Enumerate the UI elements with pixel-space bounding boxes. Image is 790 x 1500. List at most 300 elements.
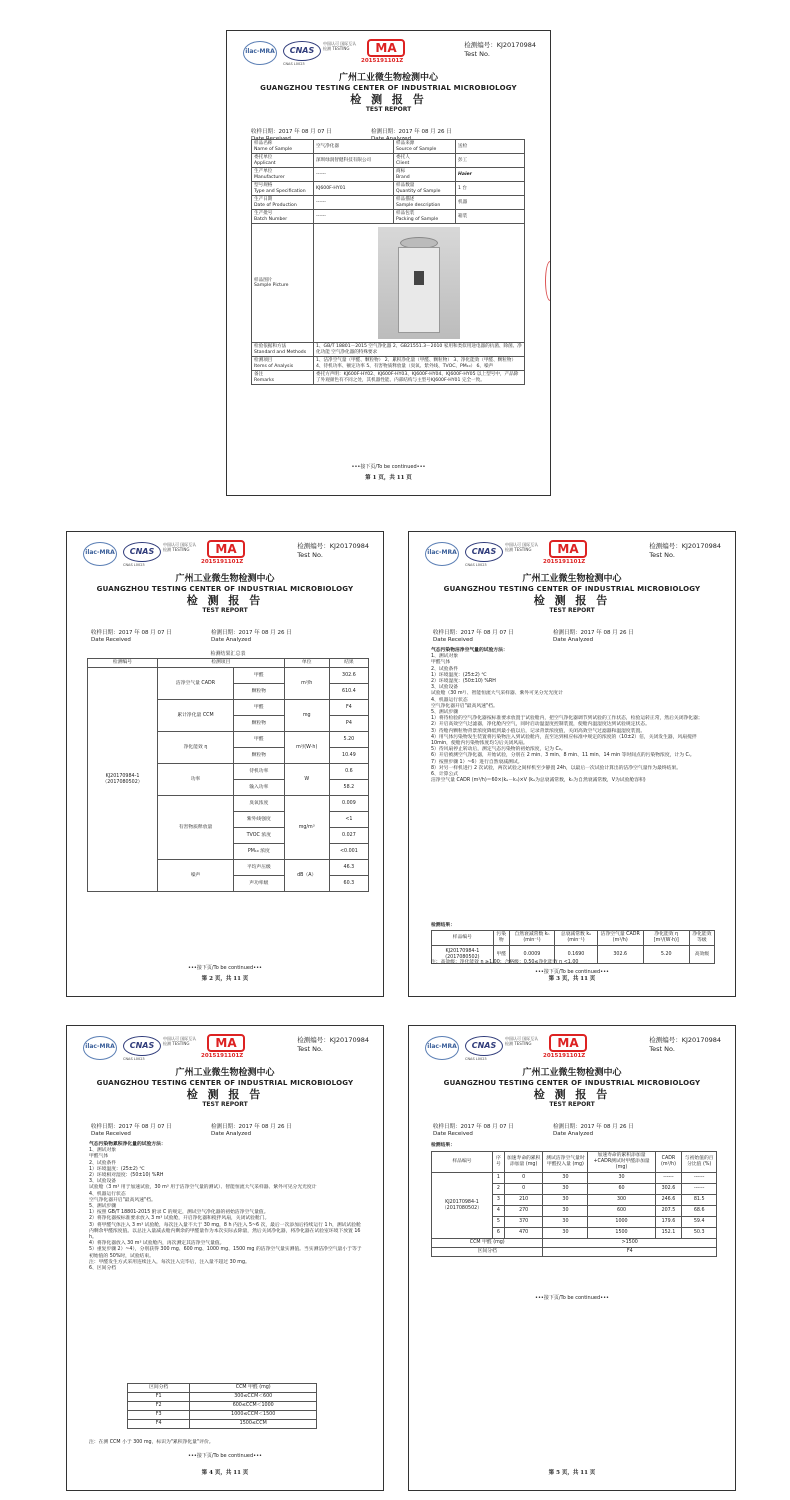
field-label-en: Name of Sample xyxy=(254,146,293,152)
field-label xyxy=(252,154,314,168)
remarks-label: 备注 xyxy=(254,372,264,377)
table-row xyxy=(252,210,525,224)
table-row xyxy=(128,1393,317,1402)
item-group-cell: 净化能效 η xyxy=(158,732,234,764)
method-line: 5）重复步骤 2）~4），分别获得 300 mg、600 mg、1000 mg、1500 mg 的洁净空气量实测值。当实测洁净空气量小于等于初始值的 50%时，试验结束。 xyxy=(89,1247,362,1259)
cma-logo: MA xyxy=(207,540,245,558)
field-label-cn: 生产日期 xyxy=(254,197,273,202)
result-cell: 30 xyxy=(543,1206,588,1217)
item-cell: 紫外线强度 xyxy=(234,812,285,828)
column-header: 检测项目 xyxy=(158,659,285,668)
continued-note: •••接下页/To be continued••• xyxy=(188,965,262,971)
center-title-cn: 广州工业微生物检测中心 xyxy=(338,73,438,83)
report-titles xyxy=(409,574,735,615)
item-cell: 颗粒物 xyxy=(234,716,285,732)
cnas-logo: CNAS xyxy=(465,542,503,562)
result-cell: 370 xyxy=(504,1217,543,1228)
result-cell: 1 xyxy=(492,1173,504,1184)
date-analyzed: 检测日期：2017 年 08 月 26 日 xyxy=(553,1124,634,1130)
unit-cell: m³/(W·h) xyxy=(284,732,329,764)
continued-note: •••接下页/To be continued••• xyxy=(351,464,426,470)
date-received: 收样日期：2017 年 08 月 07 日 xyxy=(251,129,332,135)
result-cell: 470 xyxy=(504,1228,543,1239)
result-cell: 0.009 xyxy=(329,796,368,812)
result-cell: <1 xyxy=(329,812,368,828)
method-line: 3、试验设备 xyxy=(431,685,459,691)
method-line: 2、试验条件 xyxy=(431,666,459,672)
cnas-subtitle: 中国认可 国际互认 检测 TESTING xyxy=(505,542,539,552)
ccm-grade-table xyxy=(127,1383,317,1429)
result-cell: 246.6 xyxy=(655,1195,682,1206)
report-page-4 xyxy=(66,1025,384,1491)
report-title-cn: 检 测 报 告 xyxy=(350,93,427,106)
center-title-cn: 广州工业微生物检测中心 xyxy=(522,574,622,584)
method-line: 2）开启高效空气过滤器，净化舱内空气，同时启动温湿度控制装置，使舱内温湿度达到试验规定状态。 xyxy=(431,722,650,728)
field-value: 送检 xyxy=(456,140,525,154)
page-footer: 第 1 页，共 11 页 xyxy=(365,475,412,481)
test-number-cn: 检测编号：KJ20170984 xyxy=(464,41,536,49)
result-cell: 610.4 xyxy=(329,684,368,700)
table-row xyxy=(252,224,525,343)
column-header: 加速寿命的累积添加量 (mg) xyxy=(504,1152,543,1173)
field-label-cn: 委托单位 xyxy=(254,155,273,160)
method-line: 1、测试对象 xyxy=(431,654,459,660)
date-analyzed-en: Date Analyzed xyxy=(211,1131,252,1137)
standard-label: 检验依据和方法 xyxy=(254,344,287,349)
report-titles xyxy=(227,73,550,114)
cma-logo: MA xyxy=(367,39,405,57)
result-cell: 270 xyxy=(504,1206,543,1217)
method-line: 1）将待检验的空气净化器按标准要求放置于试验舱内，把空气净化器调节到试验的工作状态，检验运转正常，然后关闭净化器； xyxy=(431,716,703,722)
item-cell: 颗粒物 xyxy=(234,748,285,764)
unit-cell: m³/h xyxy=(284,668,329,700)
report-title-cn: 检 测 报 告 xyxy=(533,594,611,607)
item-cell: 平均声压级 xyxy=(234,860,285,876)
method-line: 3、试验设备 xyxy=(89,1179,117,1185)
table-row xyxy=(252,168,525,182)
result-cell: 600 xyxy=(588,1206,655,1217)
result-cell: 302.6 xyxy=(597,946,643,964)
method-line: 1）按照 GB/T 18801-2015 附录 C 的规定，测试空气净化器的初始洁净空气量值。 xyxy=(89,1210,269,1216)
item-group-cell: 累计净化量 CCM xyxy=(158,700,234,732)
field-label xyxy=(252,168,314,182)
report-title-cn: 检 测 报 告 xyxy=(186,594,264,607)
result-cell: P4 xyxy=(329,716,368,732)
cnas-subtitle: 中国认可 国际互认 检测 TESTING xyxy=(163,1036,197,1046)
report-header xyxy=(75,538,377,570)
result-cell: 30 xyxy=(543,1195,588,1206)
grade-cell: F2 xyxy=(128,1402,190,1411)
field-value: 彭工 xyxy=(456,154,525,168)
cnas-logo: CNAS xyxy=(123,542,161,562)
date-received: 收样日期：2017 年 08 月 07 日 xyxy=(91,1124,172,1130)
result-cell: 302.6 xyxy=(329,668,368,684)
cnas-number: CNAS L0023 xyxy=(123,1057,145,1061)
picture-label-en: Sample Picture xyxy=(254,283,289,288)
result-cell: 179.6 xyxy=(655,1217,682,1228)
ilac-mra-logo: ilac-MRA xyxy=(425,1036,459,1060)
remarks-text: 委托方声明：KJ600F-HY02、KJ600F-HY03、KJ600F-HY04、KJ600F-HY05 以上型号中，产品除了外观颜色有不同之处，其机器性能、内部结构与主型号KJ600F-HY01 完全一致。 xyxy=(314,371,525,385)
ccm-result-table xyxy=(431,1151,717,1257)
date-received-en: Date Received xyxy=(433,1131,473,1137)
page-footer: 第 2 页，共 11 页 xyxy=(201,976,249,982)
result-cell: KJ20170984-1 (2017080502) xyxy=(432,946,494,964)
column-header: 自然衰减常数 kₙ (min⁻¹) xyxy=(509,931,555,946)
column-header: 净化能效 η [m³/(W·h)] xyxy=(643,931,689,946)
method-line: 6、区间分档 xyxy=(89,1266,117,1272)
method-line: 5）待风扇停止转动后，测定气态污染物的初始浓度，记为 C₀。 xyxy=(431,747,566,753)
result-cell: 300 xyxy=(588,1195,655,1206)
items-label: 检测项目 xyxy=(254,358,273,363)
column-header: 污染物 xyxy=(493,931,509,946)
column-header: 结果 xyxy=(329,659,368,668)
center-title-en: GUANGZHOU TESTING CENTER OF INDUSTRIAL MICROBIOLOGY xyxy=(443,585,701,593)
report-page-1 xyxy=(226,30,551,496)
item-cell: TVOC 浓度 xyxy=(234,828,285,844)
result-cell: 甲醛 xyxy=(493,946,509,964)
test-number xyxy=(464,41,536,59)
cnas-subtitle: 中国认可 国际互认 检测 TESTING xyxy=(323,41,357,51)
table-row xyxy=(252,343,525,357)
column-header: 总衰减常数 kₑ (min⁻¹) xyxy=(555,931,598,946)
ccm-method-text xyxy=(89,1142,365,1272)
column-header: CADR (m³/h) xyxy=(655,1152,682,1173)
field-label-cn: 型号规格 xyxy=(254,183,273,188)
table-row xyxy=(252,140,525,154)
method-line: 3）待舱内颗粒物背景浓度降低到最小值以后，记录背景浓度值，关闭高效空气过滤器和温湿度装置。 xyxy=(431,728,646,734)
column-header: 样品编号 xyxy=(432,931,494,946)
field-label xyxy=(394,182,456,196)
item-group-cell: 洁净空气量 CADR xyxy=(158,668,234,700)
field-label xyxy=(394,196,456,210)
report-title-cn: 检 测 报 告 xyxy=(186,1088,264,1101)
cma-logo: MA xyxy=(207,1034,245,1052)
report-page-2 xyxy=(66,531,384,997)
result-cell: 6 xyxy=(492,1228,504,1239)
result-cell: 302.6 xyxy=(655,1184,682,1195)
picture-label: 样品图片 xyxy=(254,277,273,283)
report-header xyxy=(417,538,729,570)
item-cell: 甲醛 xyxy=(234,668,285,684)
table-row xyxy=(88,668,369,684)
field-label-cn: 样品描述 xyxy=(396,197,415,202)
result-cell: 30 xyxy=(543,1217,588,1228)
result-cell: 152.1 xyxy=(655,1228,682,1239)
field-label-cn: 样品来源 xyxy=(396,141,415,146)
result-cell: 5.20 xyxy=(329,732,368,748)
field-value: 箱装 xyxy=(456,210,525,224)
table-row xyxy=(252,154,525,168)
method-line: 甲醛气体 xyxy=(89,1154,109,1160)
result-cell: F4 xyxy=(329,700,368,716)
unit-cell: W xyxy=(284,764,329,796)
cma-number: 2015191101Z xyxy=(201,559,244,565)
test-number-cn: 检测编号：KJ20170984 xyxy=(649,1036,721,1044)
method-line: 空气净化器开启"最高风速"档。 xyxy=(431,703,498,709)
result-cell: 30 xyxy=(543,1184,588,1195)
item-group-cell: 功率 xyxy=(158,764,234,796)
report-title-en: TEST REPORT xyxy=(202,1101,248,1108)
result-cell: 0.0009 xyxy=(509,946,555,964)
standard-label-en: Standard and Methods xyxy=(254,349,307,355)
cnas-number: CNAS L0023 xyxy=(283,62,305,66)
cnas-logo: CNAS xyxy=(123,1036,161,1056)
result-cell: 2 xyxy=(492,1184,504,1195)
field-label-cn: 委托人 xyxy=(396,155,410,160)
test-number xyxy=(297,542,369,560)
date-received: 收样日期：2017 年 08 月 07 日 xyxy=(91,630,172,636)
field-label xyxy=(252,210,314,224)
table-row xyxy=(128,1411,317,1420)
field-label-en: Source of Sample xyxy=(396,146,437,152)
center-title-en: GUANGZHOU TESTING CENTER OF INDUSTRIAL MICROBIOLOGY xyxy=(96,585,354,593)
table-row xyxy=(252,196,525,210)
method-line: 试验舱（3 m³ 用于加速试验，30 m³ 用于洁净空气量的测试）、智能恒流大气采样器、紫外可见分光光度计 xyxy=(89,1185,317,1191)
report-page-3 xyxy=(408,531,736,997)
grade-cell: F1 xyxy=(128,1393,190,1402)
summary-table xyxy=(87,658,369,892)
field-label-cn: 样品包装 xyxy=(396,211,415,216)
grade-cell: 600≤CCM＜1000 xyxy=(190,1402,317,1411)
result-label: 检测结果： xyxy=(431,1143,455,1148)
method-line: 洁净空气量 CADR (m³/h)＝60×(kₑ－kₙ)×V (kₑ为总衰减常数，kₙ为自然衰减常数，V为试验舱容积) xyxy=(431,778,646,784)
result-cell: 0 xyxy=(504,1173,543,1184)
field-label xyxy=(252,182,314,196)
field-label-en: Client xyxy=(396,160,410,166)
center-title-en: GUANGZHOU TESTING CENTER OF INDUSTRIAL MICROBIOLOGY xyxy=(96,1079,354,1087)
cnas-subtitle: 中国认可 国际互认 检测 TESTING xyxy=(163,542,197,552)
result-cell: ------ xyxy=(682,1184,717,1195)
test-number-cn: 检测编号：KJ20170984 xyxy=(297,1036,369,1044)
result-cell: 1500 xyxy=(588,1228,655,1239)
field-label-en: Applicant xyxy=(254,160,276,166)
report-titles xyxy=(409,1068,735,1109)
item-cell: PM₁₀ 浓度 xyxy=(234,844,285,860)
cma-number: 2015191101Z xyxy=(543,1053,586,1059)
ilac-mra-logo: ilac-MRA xyxy=(425,542,459,566)
field-label-en: Date of Production xyxy=(254,202,297,208)
cadr-method-text xyxy=(431,648,717,784)
cnas-number: CNAS L0023 xyxy=(123,563,145,567)
field-label-en: Packing of Sample xyxy=(396,216,439,222)
column-header: 与初始值的百分比值 (%) xyxy=(682,1152,717,1173)
center-title-cn: 广州工业微生物检测中心 xyxy=(175,1068,275,1078)
report-title-en: TEST REPORT xyxy=(365,106,412,113)
report-title-en: TEST REPORT xyxy=(549,607,595,614)
method-line: 5、测试步骤 xyxy=(89,1204,117,1210)
report-page-5 xyxy=(408,1025,736,1491)
grade-note: 注：高效级：净化能效 η ≥1.00；合格级：0.50≤净化能效 η <1.00 xyxy=(431,960,579,965)
summary-value: >1500 xyxy=(543,1239,717,1248)
test-number-en: Test No. xyxy=(464,50,490,58)
ilac-mra-logo: ilac-MRA xyxy=(83,1036,117,1060)
date-received-en: Date Received xyxy=(91,1131,131,1137)
date-received: 收样日期：2017 年 08 月 07 日 xyxy=(433,630,514,636)
test-number-cn: 检测编号：KJ20170984 xyxy=(297,542,369,550)
center-title-cn: 广州工业微生物检测中心 xyxy=(175,574,275,584)
cnas-logo: CNAS xyxy=(465,1036,503,1056)
date-analyzed: 检测日期：2017 年 08 月 26 日 xyxy=(553,630,634,636)
result-cell: 30 xyxy=(543,1228,588,1239)
summary-value: F4 xyxy=(543,1248,717,1257)
continued-note: •••接下页/To be continued••• xyxy=(188,1453,262,1459)
table-row xyxy=(252,357,525,371)
items-text: 1、洁净空气量（甲醛、颗粒物） 2、累积净化量（甲醛、颗粒物） 3、净化能效（甲醛、颗粒物） 4、待机功率、额定功率 5、有害物质释放量（臭氧、紫外线、TVOC、PM₁₀） 6、噪声 xyxy=(314,357,525,371)
date-received: 收样日期：2017 年 08 月 07 日 xyxy=(433,1124,514,1130)
result-cell: 1000 xyxy=(588,1217,655,1228)
item-group-cell: 噪声 xyxy=(158,860,234,892)
field-label xyxy=(252,140,314,154)
result-label: 检测结果： xyxy=(431,923,455,928)
grade-cell: 1000≤CCM＜1500 xyxy=(190,1411,317,1420)
continued-note: •••接下页/To be continued••• xyxy=(535,969,609,975)
field-label xyxy=(394,210,456,224)
method-line: 甲醛气体 xyxy=(431,660,451,666)
unit-cell: dB（A） xyxy=(284,860,329,892)
method-line: 注：甲醛发生方式采用连续注入，每次注入完毕后，注入量不超过 30 mg。 xyxy=(89,1259,250,1265)
test-number-cn: 检测编号：KJ20170984 xyxy=(649,542,721,550)
method-line: 1）环境温度：(25±2) ℃ xyxy=(431,672,487,678)
report-header xyxy=(235,37,544,69)
sample-picture xyxy=(378,227,460,339)
item-cell: 臭氧浓度 xyxy=(234,796,285,812)
method-line: 试验舱（30 m³）、智能恒流大气采样器、紫外可见分光光度计 xyxy=(431,691,563,697)
result-cell: 46.3 xyxy=(329,860,368,876)
continued-note: •••接下页/To be continued••• xyxy=(535,1295,609,1301)
unit-cell: mg/m³ xyxy=(284,796,329,860)
grade-row xyxy=(432,1248,717,1257)
field-label xyxy=(252,196,314,210)
result-cell: 0 xyxy=(504,1184,543,1195)
method-line: 2）环境湿度：(50±10) %RH xyxy=(431,679,496,685)
report-header xyxy=(417,1032,729,1064)
date-analyzed-en: Date Analyzed xyxy=(211,637,252,643)
test-number-en: Test No. xyxy=(297,1045,323,1053)
result-cell: 58.2 xyxy=(329,780,368,796)
binding-mark xyxy=(545,261,551,301)
item-cell: 甲醛 xyxy=(234,732,285,748)
result-cell: 4 xyxy=(492,1206,504,1217)
cnas-logo: CNAS xyxy=(283,41,321,61)
field-value: 深圳绿润智健科技有限公司 xyxy=(314,154,394,168)
result-cell: 81.5 xyxy=(682,1195,717,1206)
method-line: 3）将甲醛气体注入 3 m³ 试验舱，每次注入量不大于 30 mg，8 h 内注入 5~6 次，最后一次添加后持续运行 1 h，测试试验舱内剩余甲醛浓度值。以总注入量减去舱内剩余的甲醛量作为本次实际去除量，然后关闭净化器，将净化器在试验室环境下放置 16 h。 xyxy=(89,1222,361,1241)
field-label-en: Manufacturer xyxy=(254,174,285,180)
method-line: 4）将净化器放入 30 m³ 试验舱内，再次测定其洁净空气量值。 xyxy=(89,1241,225,1247)
method-line: 2）将净化器按标准要求放入 3 m³ 试验舱，开启净化器和搅拌风扇，关闭试验舱门。 xyxy=(89,1216,270,1222)
result-cell: 0.6 xyxy=(329,764,368,780)
test-number-en: Test No. xyxy=(297,551,323,559)
cma-number: 2015191101Z xyxy=(361,58,404,64)
test-number xyxy=(297,1036,369,1054)
field-value: ------ xyxy=(314,168,394,182)
field-value: KJ600F-HY01 xyxy=(314,182,394,196)
report-header xyxy=(75,1032,377,1064)
result-cell: 50.3 xyxy=(682,1228,717,1239)
field-label-en: Quantity of Sample xyxy=(396,188,441,194)
date-analyzed: 检测日期：2017 年 08 月 26 日 xyxy=(371,129,452,135)
result-cell: 60 xyxy=(588,1184,655,1195)
cnas-subtitle: 中国认可 国际互认 检测 TESTING xyxy=(505,1036,539,1046)
result-cell: 5.20 xyxy=(643,946,689,964)
center-title-cn: 广州工业微生物检测中心 xyxy=(522,1068,622,1078)
field-value: 机器 xyxy=(456,196,525,210)
grade-cell: F4 xyxy=(128,1420,190,1429)
date-received-en: Date Received xyxy=(91,637,131,643)
grade-cell: 300≤CCM＜600 xyxy=(190,1393,317,1402)
date-analyzed-en: Date Analyzed xyxy=(371,136,412,142)
cnas-number: CNAS L0023 xyxy=(465,563,487,567)
field-label-cn: 生产批号 xyxy=(254,211,273,216)
method-line: 2）环境相对湿度：(50±10) %RH xyxy=(89,1173,164,1179)
date-analyzed-en: Date Analyzed xyxy=(553,1131,594,1137)
center-title-en: GUANGZHOU TESTING CENTER OF INDUSTRIAL MICROBIOLOGY xyxy=(260,84,517,92)
field-value: ------ xyxy=(314,196,394,210)
field-label xyxy=(394,154,456,168)
ccm-row xyxy=(432,1239,717,1248)
method-line: 2、试验条件 xyxy=(89,1160,117,1166)
cadr-result-table xyxy=(431,930,715,964)
column-header: CCM 甲醛 (mg) xyxy=(190,1384,317,1393)
method-heading: 气态污染物洁净空气量的试验方法： xyxy=(431,648,508,653)
result-cell: 5 xyxy=(492,1217,504,1228)
column-header: 检测编号 xyxy=(88,659,158,668)
date-analyzed-en: Date Analyzed xyxy=(553,637,594,643)
table-row xyxy=(432,1173,717,1184)
column-header: 洁净空气量 CADR (m³/h) xyxy=(597,931,643,946)
unit-cell: mg xyxy=(284,700,329,732)
method-line: 8）对另一样机进行 2 次试验，两次试验之间样机至少静置 24h，以最后一次试验计算出的洁净空气量作为最终结果。 xyxy=(431,765,682,771)
result-cell: 68.6 xyxy=(682,1206,717,1217)
field-label-en: Type and Specification xyxy=(254,188,306,194)
method-line: 6）开启被测空气净化器，开始试验，分别在 2 min、3 min、8 min、11 min、14 min 等时间点的污染物浓度，计为 Cᵢ。 xyxy=(431,753,695,759)
field-value: 空气净化器 xyxy=(314,140,394,154)
summary-label: CCM 甲醛 (mg) xyxy=(432,1239,543,1248)
item-cell: 声功率级 xyxy=(234,876,285,892)
remarks-label-en: Remarks xyxy=(254,377,275,383)
field-label-en: Sample description xyxy=(396,202,441,208)
method-line: 4）用气体污染物发生装置将污染物注入到试验舱内，直至达到相应标准中规定的浓度的（10±2）倍，关闭发生器，风扇搅拌 10min，使舱内污染物浓度均匀后关闭风扇。 xyxy=(431,734,697,747)
method-line: 1）环境温度：(25±2) ℃ xyxy=(89,1166,145,1172)
method-line: 空气净化器开启"最高风速"档。 xyxy=(89,1197,156,1203)
cma-logo: MA xyxy=(549,540,587,558)
ilac-mra-logo: ilac-MRA xyxy=(243,41,277,65)
test-number xyxy=(649,542,721,560)
date-analyzed: 检测日期：2017 年 08 月 26 日 xyxy=(211,1124,292,1130)
column-header: 样品编号 xyxy=(432,1152,493,1173)
method-line: 7）按照步骤 1）~6）进行自然衰减测试。 xyxy=(431,759,523,765)
report-titles xyxy=(67,1068,383,1109)
report-title-en: TEST REPORT xyxy=(202,607,248,614)
result-cell: 3 xyxy=(492,1195,504,1206)
method-line: 4、机器运行状态 xyxy=(431,697,468,703)
field-label xyxy=(394,140,456,154)
page-footer: 第 4 页，共 11 页 xyxy=(201,1470,249,1476)
column-header: 净化能效等级 xyxy=(689,931,714,946)
method-heading: 气态污染物累积净化量的试验方法： xyxy=(89,1142,166,1147)
method-line: 4、机器运行状态 xyxy=(89,1191,126,1197)
result-cell: ------ xyxy=(655,1173,682,1184)
cnas-number: CNAS L0023 xyxy=(465,1057,487,1061)
result-cell: 30 xyxy=(588,1173,655,1184)
date-received-en: Date Received xyxy=(251,136,291,142)
report-title-en: TEST REPORT xyxy=(549,1101,595,1108)
result-cell: 210 xyxy=(504,1195,543,1206)
cma-number: 2015191101Z xyxy=(543,559,586,565)
result-cell: 30 xyxy=(543,1173,588,1184)
report-titles xyxy=(67,574,383,615)
date-analyzed: 检测日期：2017 年 08 月 26 日 xyxy=(211,630,292,636)
